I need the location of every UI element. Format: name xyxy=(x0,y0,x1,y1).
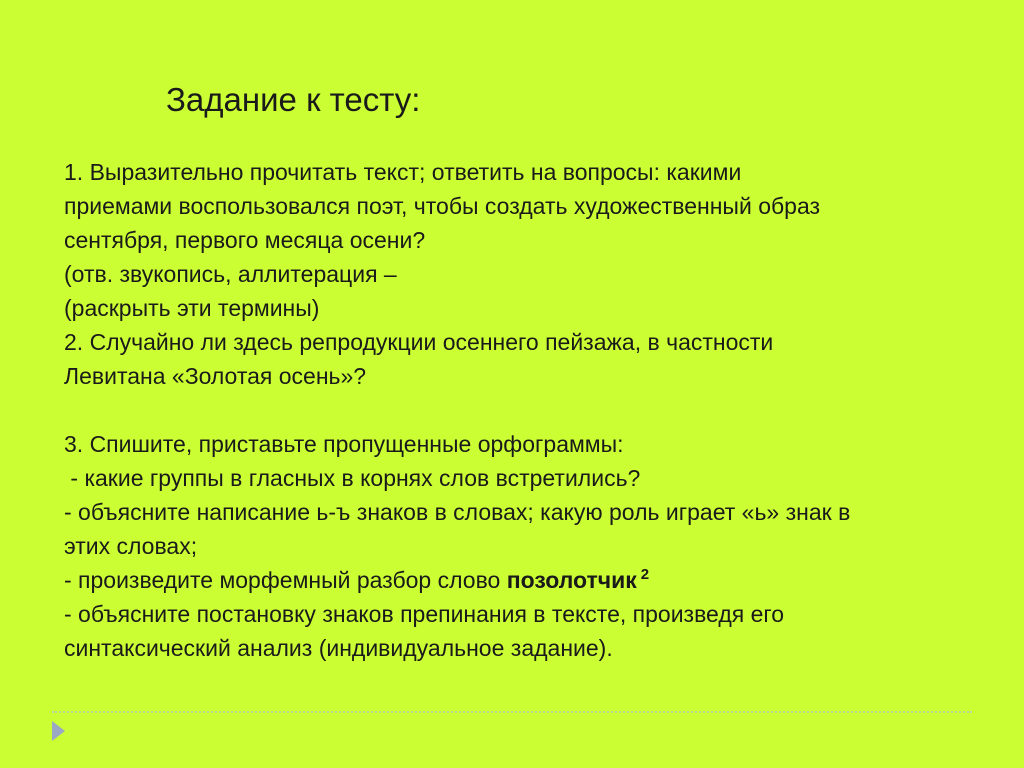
text-line: - объясните постановку знаков препинания в тексте, произведя его xyxy=(64,601,785,627)
blank-line xyxy=(64,393,984,427)
text-line: - объясните написание ь-ъ знаков в словах; какую роль играет «ь» знак в xyxy=(64,499,851,525)
morpheme-task-line xyxy=(64,563,984,597)
footer-divider xyxy=(52,711,972,713)
text-line: (отв. звукопись, аллитерация – xyxy=(64,261,397,287)
text-line: - какие группы в гласных в корнях слов встретились? xyxy=(64,465,641,491)
text-line: 2. Случайно ли здесь репродукции осеннего пейзажа, в частности xyxy=(64,329,774,355)
text-line: этих словах; xyxy=(64,533,198,559)
text-line: Левитана «Золотая осень»? xyxy=(64,363,367,389)
slide-body xyxy=(64,155,984,665)
slide-title: Задание к тесту: xyxy=(166,81,421,118)
text-line: 3. Спишите, приставьте пропущенные орфограммы: xyxy=(64,431,624,457)
text-segment: - произведите морфемный разбор слово xyxy=(64,567,507,593)
text-line: приемами воспользовался поэт, чтобы создать художественный образ xyxy=(64,193,821,219)
text-line: сентября, первого месяца осени? xyxy=(64,227,426,253)
text-line: (раскрыть эти термины) xyxy=(64,295,320,321)
bold-word: позолотчик xyxy=(506,567,637,593)
text-line: 1. Выразительно прочитать текст; ответить на вопросы: какими xyxy=(64,159,742,185)
superscript-mark: 2 xyxy=(640,566,650,583)
text-line: синтаксический анализ (индивидуальное задание). xyxy=(64,635,613,661)
triangle-arrow-icon xyxy=(52,721,65,741)
